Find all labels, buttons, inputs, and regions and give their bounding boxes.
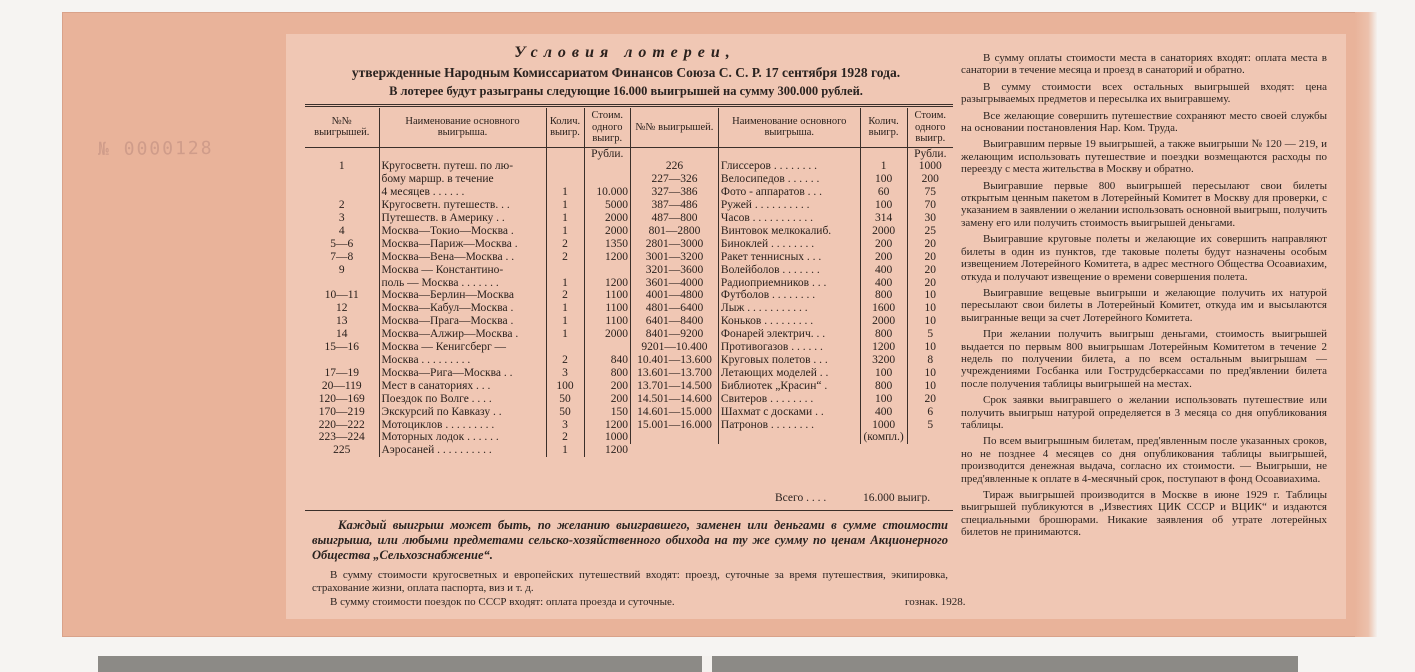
prize-name: Москва . . . . . . . . . [379, 354, 546, 367]
prize-qty: 1 [546, 225, 584, 238]
prize-number: 225 [305, 444, 379, 457]
prize-name: Биноклей . . . . . . . . [718, 238, 860, 251]
condition-paragraph: Тираж выигрышей производится в Москве в июне 1929 г. Таблицы выигрышей публикуются в „Известиях ЦИК СССР и ВЦИК“ и издаются специальными брошюрами. Никакие заявления об утрате лотерейных билетов не принимаются. [961, 489, 1327, 539]
table-row [631, 238, 954, 251]
prize-qty: 1 [546, 302, 584, 315]
prize-name: Винтовок мелкокалиб. [718, 225, 860, 238]
prize-cost: 200 [921, 173, 939, 186]
prize-cost: 10 [924, 289, 937, 302]
prize-name: Фонарей электрич. . . [718, 328, 860, 341]
condition-paragraph: Срок заявки выигравшего о желании использовать путешествие или получить выигрыш натурой определяется в 3 месяца со дня опубликования таблицы. [961, 394, 1327, 431]
table-row [631, 264, 954, 277]
prize-number: 170—219 [305, 406, 379, 419]
table-row [631, 380, 954, 393]
col-header-cost: Стоим. одного выигр. [907, 108, 953, 147]
prize-name: Свитеров . . . . . . . . [718, 393, 860, 406]
prize-name: Летающих моделей . . [718, 367, 860, 380]
prize-name: Волейболов . . . . . . . [718, 264, 860, 277]
table-top-rule [305, 104, 953, 105]
prize-cost: 20 [924, 263, 937, 276]
prize-cost [584, 160, 630, 173]
document-subtitle: утвержденные Народным Комиссариатом Финансов Союза С. С. Р. 17 сентября 1928 года. [351, 65, 901, 80]
prize-number: 4801—6400 [631, 302, 719, 315]
prize-qty: 3 [546, 367, 584, 380]
prize-qty [546, 264, 584, 277]
table-row [305, 238, 630, 251]
prize-cost: 1100 [605, 302, 628, 315]
prize-number [305, 186, 379, 199]
prize-cost: 30 [924, 212, 937, 225]
prize-number: 120—169 [305, 393, 379, 406]
table-row [631, 419, 954, 432]
prize-qty: 1 [546, 186, 584, 199]
condition-paragraph: В сумму стоимости всех остальных выигрышей входят: цена разыгрываемых предметов и пересылка их выигравшему. [961, 80, 1327, 106]
prize-name: Экскурсий по Кавказу . . [379, 406, 546, 419]
total-label: Всего . . . . [775, 492, 827, 504]
col-header-cost: Стоим. одного выигр. [584, 108, 630, 147]
prize-qty: 3 [546, 419, 584, 432]
cell-empty [631, 431, 719, 444]
prize-cost: 1200 [605, 444, 628, 457]
prize-number: 10.401—13.600 [631, 354, 719, 367]
table-row [305, 212, 630, 225]
table-row [631, 341, 954, 354]
table-row [305, 302, 630, 315]
second-ticket-edge [98, 656, 1298, 672]
prize-number: 14.601—15.000 [631, 406, 719, 419]
prize-number: 387—486 [631, 199, 719, 212]
condition-paragraph: По всем выигрышным билетам, пред'явленным после указанных сроков, но не позднее 4 месяцев со дня опубликования таблицы выигрышей, производится денежная выдача, согласно их стоимости. — Выигрыши, не пред'явленные к оплате в 4-месячный срок, поступают в фонд Осоавиахима. [961, 435, 1327, 485]
prize-number: 13.701—14.500 [631, 380, 719, 393]
condition-paragraph: Выигравшим первые 19 выигрышей, а также выигрыши № 120 — 219, и желающим использовать путешествие и поездки возмещаются расходы по переезду с места жительства в Москву и обратно. [961, 138, 1327, 176]
prize-number: 227—326 [631, 173, 719, 186]
prize-name: Мест в санаториях . . . [379, 380, 546, 393]
prize-name: Шахмат с досками . . [718, 406, 860, 419]
prize-cost: 10 [924, 315, 937, 328]
col-header-name: Наименование основного выигрыша. [718, 108, 860, 147]
prize-qty: 200 [860, 251, 907, 264]
printer-mark: гознак. 1928. [905, 596, 966, 608]
prize-cost: 2000 [605, 212, 628, 225]
table-row [631, 431, 954, 444]
prize-qty: 100 [860, 367, 907, 380]
prize-qty: 800 [860, 380, 907, 393]
table-bottom-rule [305, 510, 953, 511]
prize-number [305, 277, 379, 290]
prize-cost: 150 [610, 405, 628, 418]
prize-number: 7—8 [305, 251, 379, 264]
prize-cost: 5000 [605, 199, 628, 212]
prize-qty: 400 [860, 406, 907, 419]
prize-number: 3 [305, 212, 379, 225]
prize-name: Фото - аппаратов . . . [718, 186, 860, 199]
prize-number: 9201—10.400 [631, 341, 719, 354]
document-summary: В лотерее будут разыграны следующие 16.000 выигрышей на сумму 300.000 рублей. [389, 84, 863, 98]
cell-empty [860, 147, 907, 160]
prize-cost: 2000 [605, 328, 628, 341]
table-row [305, 380, 630, 393]
torn-edge [1355, 12, 1377, 637]
table-row [305, 419, 630, 432]
table-row [631, 212, 954, 225]
prize-qty: 1 [546, 328, 584, 341]
prize-cost: 5 [927, 418, 934, 431]
prize-number: 13 [305, 315, 379, 328]
cell-empty [718, 431, 860, 444]
total-value: 16.000 выигр. [863, 492, 931, 504]
prize-cost: 25 [924, 224, 937, 237]
currency-note: Рубли. [914, 147, 947, 160]
prize-qty: 2 [546, 238, 584, 251]
cell-empty [718, 147, 860, 160]
prize-name: бому маршр. в течение [379, 173, 546, 186]
prize-cost: 10 [924, 341, 937, 354]
prize-qty: 1 [546, 277, 584, 290]
prize-cost: 75 [924, 186, 937, 199]
prize-number: 327—386 [631, 186, 719, 199]
prize-cost: 20 [924, 276, 937, 289]
prize-number: 226 [631, 160, 719, 173]
prize-cost: 1200 [605, 418, 628, 431]
condition-paragraph: В сумму оплаты стоимости места в санаториях входят: оплата места в санатории в течение месяца и проезд в санаторий и обратно. [961, 52, 1327, 77]
prize-cost: 1100 [605, 289, 628, 302]
table-row [305, 277, 630, 290]
table-row [631, 328, 954, 341]
prize-qty: 2000 [860, 315, 907, 328]
prize-number: 2801—3000 [631, 238, 719, 251]
prize-number: 2 [305, 199, 379, 212]
prize-cost: 6 [927, 405, 934, 418]
prize-qty: 1 [546, 444, 584, 457]
qty-unit-note: (компл.) [860, 431, 907, 444]
prize-number: 8401—9200 [631, 328, 719, 341]
prize-number: 13.601—13.700 [631, 367, 719, 380]
prize-name: Противогазов . . . . . . [718, 341, 860, 354]
prize-cost: 5 [927, 328, 934, 341]
prize-qty: 100 [860, 173, 907, 186]
table-row [631, 225, 954, 238]
prize-number: 14.501—14.600 [631, 393, 719, 406]
prize-number: 4 [305, 225, 379, 238]
prize-qty: 3200 [860, 354, 907, 367]
prize-cost [584, 173, 630, 186]
prize-qty: 1600 [860, 302, 907, 315]
cell-empty [379, 147, 546, 160]
prize-cost: 1200 [605, 250, 628, 263]
prize-name: Велосипедов . . . . . . [718, 173, 860, 186]
table-row [631, 173, 954, 186]
table-row [631, 367, 954, 380]
table-row [305, 406, 630, 419]
prize-number: 15.001—16.000 [631, 419, 719, 432]
prize-cost: 20 [924, 392, 937, 405]
table-row [305, 367, 630, 380]
table-row [631, 277, 954, 290]
prize-qty: 2 [546, 354, 584, 367]
ussr-trips-note: В сумму стоимости поездок по СССР входят: оплата проезда и суточные. [330, 596, 675, 608]
prize-name: Радиоприемников . . . [718, 277, 860, 290]
table-row [631, 302, 954, 315]
prize-cost: 200 [610, 379, 628, 392]
prize-qty: 1 [546, 199, 584, 212]
table-row [305, 199, 630, 212]
prize-name: Ракет теннисных . . . [718, 251, 860, 264]
prize-qty: 2 [546, 289, 584, 302]
prize-qty: 100 [546, 380, 584, 393]
table-row [305, 341, 630, 354]
prize-qty: 1 [546, 212, 584, 225]
prize-qty: 400 [860, 277, 907, 290]
table-row [305, 315, 630, 328]
replacement-note: Каждый выигрыш может быть, по желанию выигравшего, заменен или деньгами в сумме стоимости выигрыша, или любыми предметами сельско-хозяйственного обихода на ту же сумму по ценам Акционерного Общества „Сельхозснабжение“. [312, 518, 948, 562]
prize-name: Москва—Алжир—Москва . [379, 328, 546, 341]
prize-qty: 50 [546, 406, 584, 419]
prize-qty: 314 [860, 212, 907, 225]
prize-qty: 50 [546, 393, 584, 406]
serial-number: № 0000128 [97, 137, 214, 160]
table-row [305, 264, 630, 277]
prize-qty: 1 [546, 315, 584, 328]
prize-cost: 20 [924, 250, 937, 263]
prize-cost: 800 [610, 366, 628, 379]
prize-number: 801—2800 [631, 225, 719, 238]
prize-qty: 200 [860, 238, 907, 251]
prize-name: Патронов . . . . . . . . [718, 419, 860, 432]
prize-name: Москва—Токио—Москва . [379, 225, 546, 238]
prize-qty: 800 [860, 289, 907, 302]
col-header-number: №№ выигрышей. [631, 108, 719, 147]
cell-empty [305, 147, 379, 160]
col-header-qty: Колич. выигр. [546, 108, 584, 147]
prize-number: 10—11 [305, 289, 379, 302]
prize-number: 9 [305, 264, 379, 277]
prize-qty [546, 341, 584, 354]
col-header-name: Наименование основного выигрыша. [379, 108, 546, 147]
prize-cost: 200 [610, 392, 628, 405]
prize-name: 4 месяцев . . . . . . [379, 186, 546, 199]
prize-number: 1 [305, 160, 379, 173]
prize-name: Глиссеров . . . . . . . . [718, 160, 860, 173]
table-row [305, 251, 630, 264]
prize-name: Круговых полетов . . . [718, 354, 860, 367]
prize-number: 15—16 [305, 341, 379, 354]
prize-name: Коньков . . . . . . . . . [718, 315, 860, 328]
prize-name: Москва—Рига—Москва . . [379, 367, 546, 380]
prize-qty: 100 [860, 199, 907, 212]
table-row [305, 444, 630, 457]
prize-number: 223—224 [305, 431, 379, 444]
col-header-number: №№ выигрышей. [305, 108, 379, 147]
table-row [631, 186, 954, 199]
prize-qty: 400 [860, 264, 907, 277]
prize-number: 3001—3200 [631, 251, 719, 264]
prize-name: Поездок по Волге . . . . [379, 393, 546, 406]
prize-name: Моторных лодок . . . . . . [379, 431, 546, 444]
table-row [631, 289, 954, 302]
condition-paragraph: При желании получить выигрыш деньгами, стоимость выигрышей выдается по первым 800 выигрышам Лотерейным Комитетом в течение 2 недель по получении билета, а по всем остальным выигрышам — учреждениями Госбанка или Гострудсберкассами по пред'явлении билета после получения таблицы выигрышей на местах. [961, 328, 1327, 390]
prize-cost: 1100 [605, 315, 628, 328]
condition-paragraph: Выигравшие первые 800 выигрышей пересылают свои билеты открытым ценным пакетом в Лотерейный Комитет в Москву для проверки, с указанием в заявлении о желании использовать основной выигрыш, получить замену его или получить стоимость выигрышей деньгами. [961, 179, 1327, 229]
document-title: Условия лотереи, [514, 44, 736, 61]
prize-qty: 1000 [860, 419, 907, 432]
prize-cost: 10.000 [596, 186, 628, 199]
prize-cost: 1000 [605, 431, 628, 444]
currency-row [631, 147, 954, 160]
table-row [631, 315, 954, 328]
prize-qty [546, 160, 584, 173]
prize-name: Москва—Кабул—Москва . [379, 302, 546, 315]
prize-qty: 1 [860, 160, 907, 173]
prize-name: Путешеств. в Америку . . [379, 212, 546, 225]
prize-cost: 1200 [605, 276, 628, 289]
prize-name: Часов . . . . . . . . . . . [718, 212, 860, 225]
cell-empty [546, 147, 584, 160]
prize-number: 3601—4000 [631, 277, 719, 290]
prize-number: 17—19 [305, 367, 379, 380]
prize-name: Москва—Берлин—Москва [379, 289, 546, 302]
prize-cost: 70 [924, 199, 937, 212]
table-row [305, 225, 630, 238]
table-row [305, 328, 630, 341]
prize-cost: 2000 [605, 224, 628, 237]
prize-name: поль — Москва . . . . . . . [379, 277, 546, 290]
prize-name: Кругосветн. путешеств. . . [379, 199, 546, 212]
currency-row [305, 147, 630, 160]
prize-qty: 800 [860, 328, 907, 341]
prize-qty: 2 [546, 431, 584, 444]
currency-note: Рубли. [591, 147, 624, 160]
condition-paragraph: Выигравшие круговые полеты и желающие их совершить направляют билеты в один из пунктов, где таковые полеты будут назначены особым извещением Лотерейного Комитета, в адрес местного Общества Осоавиахим, откуда и получают извещение о времени совершения полета. [961, 233, 1327, 283]
prize-qty: 2 [546, 251, 584, 264]
prize-cost [584, 341, 630, 354]
prize-name: Библиотек „Красин“ . [718, 380, 860, 393]
prize-name: Аэросаней . . . . . . . . . . [379, 444, 546, 457]
table-row [631, 354, 954, 367]
prize-name: Москва—Прага—Москва . [379, 315, 546, 328]
prize-name: Кругосветн. путеш. по лю- [379, 160, 546, 173]
prizes-table-left [305, 108, 630, 457]
prize-qty: 60 [860, 186, 907, 199]
table-row [305, 431, 630, 444]
table-row [305, 160, 630, 173]
prize-name: Лыж . . . . . . . . . . . [718, 302, 860, 315]
table-row [305, 186, 630, 199]
prize-cost: 1350 [605, 237, 628, 250]
prize-name: Мотоциклов . . . . . . . . . [379, 419, 546, 432]
prize-name: Москва — Кенигсберг — [379, 341, 546, 354]
table-row [305, 393, 630, 406]
table-row [631, 393, 954, 406]
cell-empty [631, 147, 719, 160]
condition-paragraph: Выигравшие вещевые выигрыши и желающие получить их натурой пересылают свои билеты в Лотерейный Комитет, откуда им и высылаются выигранные вещи за счет Лотерейного Комитета. [961, 286, 1327, 324]
prize-cost: 10 [924, 379, 937, 392]
prize-number: 5—6 [305, 238, 379, 251]
prize-qty: 1200 [860, 341, 907, 354]
prize-number: 3201—3600 [631, 264, 719, 277]
table-row [305, 289, 630, 302]
table-row [631, 251, 954, 264]
prize-cost [584, 264, 630, 277]
prize-number [305, 354, 379, 367]
prize-name: Москва—Париж—Москва . [379, 238, 546, 251]
prize-qty: 100 [860, 393, 907, 406]
prize-cost: 8 [927, 354, 934, 366]
prizes-table-right [630, 108, 953, 444]
table-row [631, 406, 954, 419]
table-row [305, 173, 630, 186]
prize-number [305, 173, 379, 186]
prize-number: 220—222 [305, 419, 379, 432]
prize-cost: 20 [924, 237, 937, 250]
conditions-column [961, 52, 1327, 543]
col-header-qty: Колич. выигр. [860, 108, 907, 147]
prize-cost: 840 [610, 354, 628, 366]
prize-number: 6401—8400 [631, 315, 719, 328]
cell-empty [907, 431, 953, 444]
prize-qty: 2000 [860, 225, 907, 238]
prize-name: Футболов . . . . . . . . [718, 289, 860, 302]
prize-number: 12 [305, 302, 379, 315]
condition-paragraph: Все желающие совершить путешествие сохраняют место своей службы на основании постановления Нар. Ком. Труда. [961, 109, 1327, 135]
prize-cost: 1000 [918, 160, 942, 173]
prize-qty [546, 173, 584, 186]
table-top-rule-2 [305, 106, 953, 107]
prize-number: 14 [305, 328, 379, 341]
table-row [631, 160, 954, 173]
prize-cost: 10 [924, 302, 937, 315]
prize-name: Ружей . . . . . . . . . . [718, 199, 860, 212]
prize-name: Москва—Вена—Москва . . [379, 251, 546, 264]
prize-name: Москва — Константино- [379, 264, 546, 277]
prize-number: 20—119 [305, 380, 379, 393]
prize-cost: 10 [924, 366, 937, 379]
table-row [305, 354, 630, 367]
travel-cost-note: В сумму стоимости кругосветных и европейских путешествий входят: проезд, суточные за время путешествия, экипировка, страхование жизни, оплата паспорта, виз и т. д. [312, 569, 948, 594]
prize-number: 4001—4800 [631, 289, 719, 302]
table-row [631, 199, 954, 212]
prize-number: 487—800 [631, 212, 719, 225]
